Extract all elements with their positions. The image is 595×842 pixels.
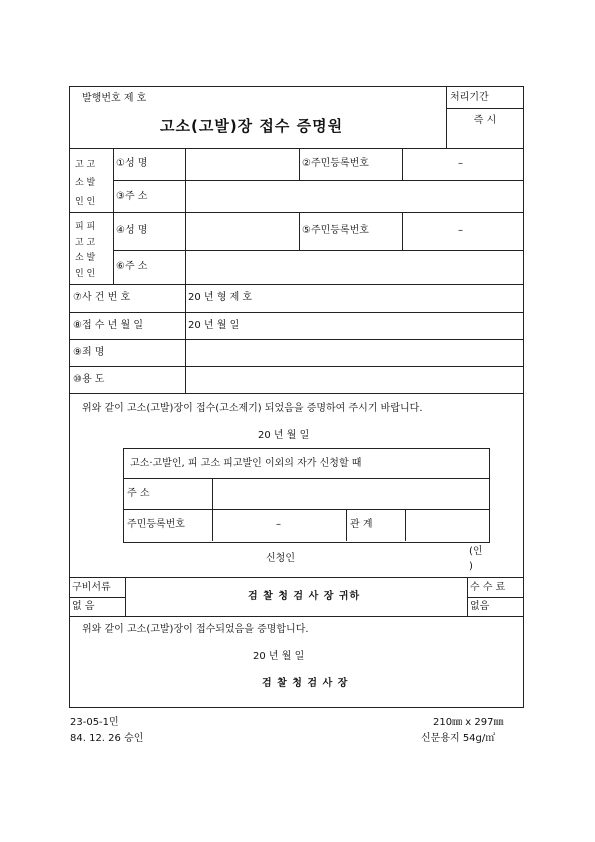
case-number-label: ⑦사 건 번 호: [73, 292, 131, 303]
other-applicant-rrn-label: 주민등록번호: [127, 519, 185, 530]
seal-mark: (인: [469, 546, 483, 557]
paper-size: 210㎜ x 297㎜: [433, 717, 504, 728]
other-applicant-relation-label: 관 계: [350, 519, 373, 530]
divider: [125, 577, 126, 616]
purpose-label: ⑩용 도: [73, 374, 105, 385]
certification-date: 20 년 월 일: [253, 651, 305, 662]
group-label-line: 고 고: [75, 159, 96, 170]
divider: [299, 212, 300, 250]
request-date: 20 년 월 일: [258, 430, 310, 441]
divider: [69, 616, 523, 617]
divider: [113, 148, 114, 284]
charge-label: ⑨죄 명: [73, 347, 105, 358]
other-applicant-rrn-dash: –: [276, 519, 281, 530]
divider: [69, 312, 523, 313]
issuer: 검 찰 청 검 사 장: [262, 678, 349, 689]
form-number: 23-05-1민: [70, 717, 119, 728]
group-label-line: 소 발: [75, 178, 96, 189]
divider: [69, 148, 523, 149]
group-label-line: 인 인: [75, 268, 96, 279]
divider: [69, 366, 523, 367]
complainant-group-label: [75, 154, 95, 210]
divider: [69, 393, 523, 394]
page-title: 고소(고발)장 접수 증명원: [160, 117, 344, 135]
divider: [113, 180, 523, 181]
divider: [405, 509, 406, 541]
receipt-date-value: 20 년 월 일: [188, 320, 240, 331]
certification-statement: 위와 같이 고소(고발)장이 접수되었음을 증명합니다.: [82, 624, 309, 635]
defendant-address-label: ⑥주 소: [116, 261, 148, 272]
divider: [185, 148, 186, 180]
issue-number: 발행번호 제 호: [82, 93, 147, 104]
divider: [346, 509, 347, 541]
complainant-rrn-label: ②주민등록번호: [302, 158, 369, 169]
divider: [402, 212, 403, 250]
divider: [69, 339, 523, 340]
group-label-line: 인 인: [75, 197, 96, 208]
divider: [185, 284, 186, 393]
divider: [185, 212, 186, 284]
complainant-rrn-dash: –: [458, 158, 463, 169]
divider: [299, 148, 300, 180]
complainant-name-label: ①성 명: [116, 158, 148, 169]
divider: [123, 478, 489, 479]
fee-value: 없음: [470, 601, 490, 612]
defendant-name-label: ④성 명: [116, 225, 148, 236]
divider: [69, 284, 523, 285]
divider: [467, 597, 523, 598]
request-statement: 위와 같이 고소(고발)장이 접수(고소제기) 되었음을 증명하여 주시기 바랍니다.: [82, 403, 423, 414]
divider: [467, 577, 468, 616]
case-number-value: 20 년 형 제 호: [188, 292, 253, 303]
divider: [69, 577, 523, 578]
group-label-line: 피 피: [75, 222, 96, 233]
divider: [402, 148, 403, 180]
required-docs-label: 구비서류: [72, 582, 111, 593]
divider: [185, 180, 186, 212]
group-label-line: 고 고: [75, 237, 96, 248]
divider: [123, 509, 489, 510]
divider: [113, 250, 523, 251]
other-applicant-address-label: 주 소: [127, 488, 150, 499]
divider: [212, 478, 213, 541]
paper-type: 신문용지 54g/㎡: [421, 733, 496, 744]
seal-mark-close: ): [469, 561, 473, 572]
addressee: 검 찰 청 검 사 장 귀하: [248, 591, 361, 602]
required-docs-value: 없 음: [72, 601, 95, 612]
processing-period-label: 처리기간: [450, 92, 489, 103]
divider: [69, 597, 125, 598]
defendant-rrn-dash: –: [458, 225, 463, 236]
divider: [69, 212, 523, 213]
defendant-rrn-label: ⑤주민등록번호: [302, 225, 369, 236]
complainant-address-label: ③주 소: [116, 191, 148, 202]
group-label-line: 소 발: [75, 253, 96, 264]
approval-date: 84. 12. 26 승인: [70, 733, 144, 744]
applicant-label: 신청인: [266, 553, 295, 564]
divider: [446, 86, 447, 148]
divider: [446, 108, 523, 109]
defendant-group-label: [75, 218, 95, 280]
receipt-date-label: ⑧접 수 년 월 일: [73, 320, 143, 331]
processing-period-value: 즉 시: [473, 115, 497, 126]
fee-label: 수 수 료: [470, 582, 506, 593]
other-applicant-heading: 고소·고발인, 피 고소 피고발인 이외의 자가 신청할 때: [130, 458, 362, 469]
